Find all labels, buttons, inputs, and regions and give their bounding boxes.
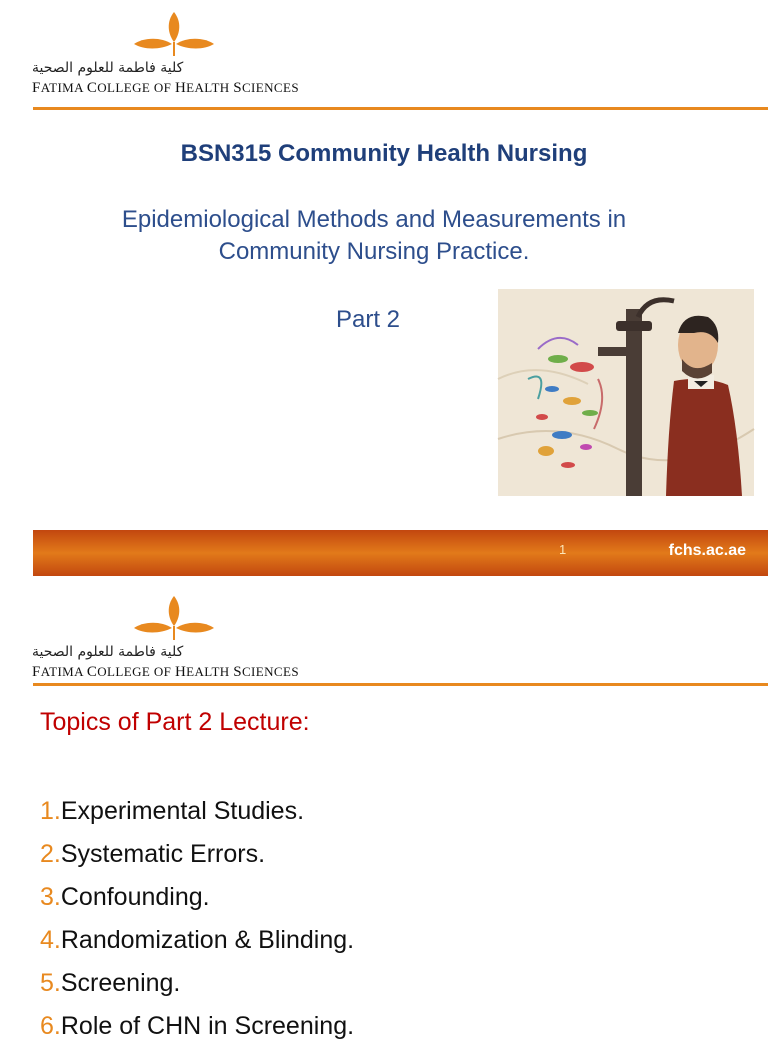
college-name-english: FATIMA COLLEGE OF HEALTH SCIENCES: [32, 80, 299, 96]
topics-slide: [0, 584, 768, 1040]
footer-bar: [33, 530, 768, 576]
epidemiologist-pump-illustration: [498, 289, 754, 496]
subtitle-line-2: Community Nursing Practice.: [218, 238, 530, 265]
topic-list: [40, 790, 354, 1048]
list-item: 2.Systematic Errors.: [40, 840, 266, 868]
flower-logo-icon: [32, 592, 302, 644]
college-name-english: FATIMA COLLEGE OF HEALTH SCIENCES: [32, 664, 299, 680]
page-number: 1: [559, 542, 567, 557]
subtitle-line-1: Epidemiological Methods and Measurements in: [121, 206, 627, 233]
college-name-arabic: كلية فاطمة للعلوم الصحية: [32, 644, 184, 660]
list-item: 4.Randomization & Blinding.: [40, 926, 355, 954]
list-item: 3.Confounding.: [40, 883, 210, 911]
list-item: 6.Role of CHN in Screening.: [40, 1012, 355, 1040]
slide-separator: [0, 576, 768, 584]
college-logo: [32, 8, 312, 96]
college-logo: [32, 592, 312, 680]
website-link[interactable]: fchs.ac.ae: [668, 542, 746, 559]
list-item: 1.Experimental Studies.: [40, 797, 305, 825]
course-title: BSN315 Community Health Nursing: [180, 140, 588, 167]
list-item: 5.Screening.: [40, 969, 181, 997]
lecture-subtitle: [60, 204, 688, 268]
header-divider: [33, 683, 768, 686]
topics-heading: Topics of Part 2 Lecture:: [40, 708, 310, 736]
part-label: Part 2: [336, 306, 401, 333]
header-divider: [33, 107, 768, 110]
college-name-arabic: كلية فاطمة للعلوم الصحية: [32, 60, 184, 76]
flower-logo-icon: [32, 8, 302, 60]
